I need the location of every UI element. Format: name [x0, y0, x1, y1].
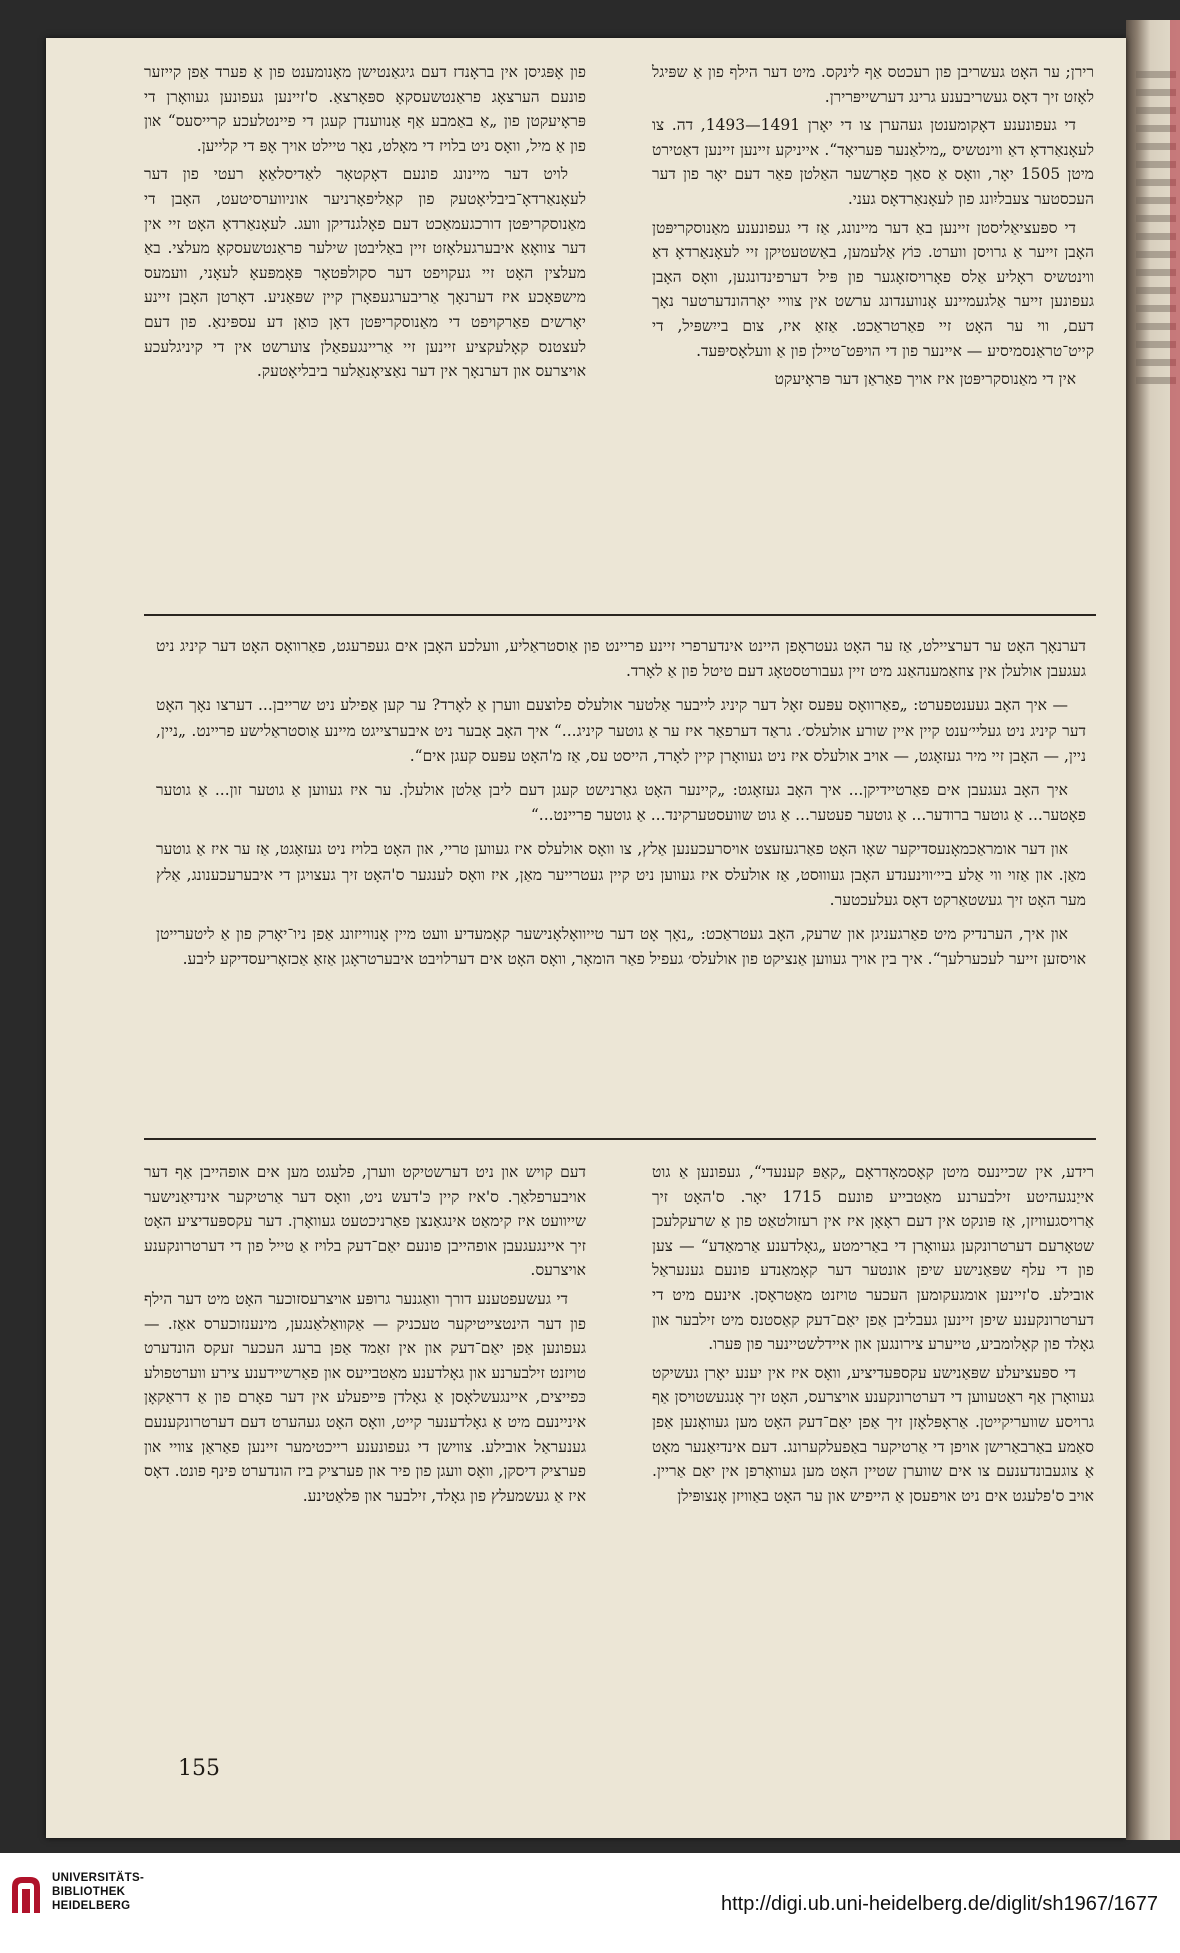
scanned-page	[46, 38, 1126, 1838]
paragraph: אין די מאַנוסקריפּטן איז אויך פאַראַן דער פּראָיעקט	[774, 370, 1076, 389]
divider-rule-top	[144, 614, 1096, 616]
column-top-left	[144, 60, 586, 388]
paragraph: די געפונענע דאָקומענטן געהערן צו די יאָרן 1491—1493, דה. צו לעאָנאַרדאָ דאַ ווינטשיס „מילאַנער פּעריאָד“. אייניקע זיינען זיינען דאַטירט מיטן 1505 יאָר, וואָס אַ סאַך פאָרשער האַלטן פאַר דעם יאָר פון דער העכסטער צעבליִונג פון לעאָנאַרדאָס געני.	[652, 116, 1094, 208]
paragraph: דעם קויש און ניט דערשטיקט ווערן, פלעגט מען אים אופהייבן אַף דער אויבערפלאַך. ס'איז קיין כּ'דעש ניט, וואָס דער אַרטיקער אינדיִאַנישער שייוועט איז קימאַט אינגאַנצן פאַרניכטעט געוואָרן. דער עקספּעדיציע האָט זיך איינגעגעבן אופהייבן פונעם יאַם־דעק בלויז אַ טייל פון די דערטרונקענע אויצרעס.	[144, 1163, 586, 1280]
divider-rule-bottom	[144, 1138, 1096, 1140]
paragraph: רידע, אין שכיינעס מיטן קאָסמאָדראָם „קאַפּ קענעדי“, געפונען אַ גוט אייַנגעהיטע זילבערנע מאַטבייע פונעם 1715 יאָר. ס'האָט זיך אַרויסגעוויזן, אַז פּונקט אין דעם ראָאָן איז אין רעזולטאַט פון אַ שרעקלעכן שטאָרעם דערטרונקען געוואָרן די באַרימטע „גאָלדענע אַרמאַדע“ — צען פון די עלף שפּאַנישע שיפן אונטער דער קאָמאַנדע פונעם גענעראַל אובילע. ס'זיינען אומגעקומען העכער טויזנט מאַטראָסן. אינעם מיט די דערטרונקענע שיפן זיינען געבליבן אַפן יאַם־דעק קאַסטנס מיט זילבער און גאָלד פון קאָלומביע, טייערע צירונגען און איידלשטיינער פון פּערו.	[652, 1163, 1094, 1354]
column-bottom-left	[144, 1160, 586, 1512]
paragraph: איך האָב געגעבן אים פאַרטיידיקן... איך האָב געזאָגט: „קיינער האָט גאַרנישט קעגן דעם ליבן אַלטן אולעלן. ער איז געווען אַ גוטער זון... אַ גוטער פאָטער... אַ גוטער ברודער... אַ גוטער פעטער... אַ גוט שוועסטערקינד... אַ גוטער פריינט...“	[156, 781, 1086, 825]
book-spine	[1126, 20, 1180, 1840]
library-logo-icon	[8, 1873, 44, 1917]
column-top-right	[652, 60, 1094, 396]
paragraph: — איך האָב געענטפערט: „פאַרוואָס עפּעס זאָל דער קיניג לייבער אַלטער אולעלס פלוצעם ווערן אַ לאָרד? ער קען אַפילע ניט שרייבן... דערצו נאָך האָט דער קיניג ניט געליי׳ענט קיין איין שורע אולעלס׳. גראַד דערפאַר איז ער אַ גוטער קיניג...“ איך האָב אָבער ניט איבערצייגט מיינע אַוסטראַלישע פריינט. „ניין, ניין, — האָבן זיי מיר געזאָגט, — אויב אולעלס איז ניט געוואָרן קיין לאָרד, הייסט עס, אַז מ'האָט עפּעס קעגן אים“.	[156, 696, 1086, 765]
page-number: 155	[178, 1756, 220, 1781]
paragraph: דערנאָך האָט ער דערציילט, אַז ער האָט געטראָפן היינט אינדערפרי זיינע פריינט פון אַוסטראַליע, וועלכע האָבן אים געפרעגט, פאַרוואָס האָט דער קיניג ניט געגעבן אולעלן אין צוזאַמענהאַנג מיט זיין געבורטסטאָג דעם טיטל פון אַ לאָרד.	[156, 637, 1086, 681]
paragraph: לויט דער מיינונג פונעם דאָקטאָר לאַדיסלאַאָ רעטי פון דער לעאָנאַרדאָ־ביבליאָטעק פון קאַליפאָרניער אוניווערסיטעט, האָבן די מאַנוסקריפּטן דורכגעמאַכט דעם פאָלגנדיקן וועג. לעאָנאַרדאָ האָט זיי אין דער צוואָאַ איבערגעלאָזט זיין באַליבטן שילער פראַנטשעסקאָ מעלצי. באַ מעלצין האָט זיי געקויפט דער סקולפּטאָר פּאָמפּעאָ לעאָני, וועמעס מישפּאָכע איז דערנאָך אַריבערגעפאָרן קיין שפּאַניע. דאָרטן האָבן זיינע יאָרשים פאַרקויפט די מאַנוסקריפּטן דאָן כּואַן דע עספּינאַ. פון דעם לעצטנס קאָלעקציע זיינען זיי אַריינגעפאַלן צוערשט אין די קיניגלעכע אויצרעס און דערנאָך אין דער נאַציאָנאַלער ביבליאָטעק.	[144, 165, 586, 381]
viewer-footer	[0, 1853, 1180, 1953]
column-bottom-right	[652, 1160, 1094, 1512]
library-name: UNIVERSITÄTS- BIBLIOTHEK HEIDELBERG	[52, 1872, 145, 1912]
page-edge	[1170, 20, 1180, 1840]
boxed-quote	[156, 634, 1086, 981]
paragraph: די געשעפטענע דורך וואַגנער גרופּע אויצרעסזוכער האָט מיט דער הילף פון דער הינטצייטיקער טעכניק — אַקוואַלאַנגען, מינענזוכערס אאַז. — געפונען אַפן יאַם־דעק און אין זאַמד אַפן ברעג העכער זעקס הונדערט טויזנט זילבערנע און גאָלדענע מאַטבייעס און פאַרשיידענע צירע ווערטפולע כּפייצים, איינגעשלאָסן אַ גאָלדן פּייפעלע אין דער פאָרם פון אַ דראַקאָן איניינעם מיט אַ גאָלדענער קייט, וואָס האָט געהערט דעם דערטרונקענעם גענעראַל אובילע. צווישן די געפונענע רייכטימער זיינען פאַראַן צוויי און פערציק דיסקן, וואָס וועגן פון פיר און פערציק ביז הונדערט פינף פונט. דאָס איז אַ געשמעלץ פון גאָלד, זילבער און פּלאַטינע.	[144, 1289, 586, 1505]
paragraph: און איך, הערנדיק מיט פאַרגעניגן און שרעק, האָב געטראַכט: „נאָך אָט דער טייוואָלאָנישער קאָמעדיע וועט מיין אָנווייזונג אַפן ניו־יאָרק פון אַ ליטערייטן אויסזען זייער לעכערלעך“. איך בין אויך געווען אַנציקט פון אולעלס׳ געפיל פאַר הומאָר, וואָס האָט אים דערלויבט איבערטראָגן אַזאַ אַכזאָריעסדיקע ליבע.	[156, 925, 1086, 969]
paragraph: און דער אומראַכמאָנעסדיקער שאָו האָט פאַרגעזעצט אויסרעכענען אַלץ, צו וואָס אולעלס איז געווען טריי, און האָט בלויז ניט געזאָגט, אַז ער איז אַ גוטער מאַן. און אַזוי ווי אַלע ביי׳ווינענדע האָבן געוווּסט, אַז אולעלס איז געווען ניט קיין געטרייער מאַן, איז וואָס לענגער ס'האָט זיך געצויגן די איבערעכענונג, אַלץ מער האָט זיך געשטאַרקט דאָס געלעכטער.	[156, 840, 1086, 909]
paragraph: פון אָפּגיסן אין בראָנדז דעם גיגאַנטישן מאָנומענט פון אַ פערד אַפן קייזער פונעם הערצאָג פראַנטשעסקאָ ספּאָרצאַ. ס'זיינען געפונען געוואָרן די פּראָיעקטן פון „אַ באַמבע אַף אַנווענדן קעגן די פיינטלעכע קרייסעס“ און פון אַ מיל, וואָס ניט בלויז די מאָלט, נאָר טיילט אויך אָפּ די קלייען.	[144, 63, 586, 155]
paragraph: רירן; ער האָט געשריבן פון רעכטס אַף לינקס. מיט דער הילף פון אַ שפּיגל לאָזט זיך דאָס געשריבענע גרינג דערשייפּרירן.	[652, 63, 1094, 106]
paragraph: די ספּעציעלע שפּאַנישע עקספּעדיציע, וואָס איז אין יענע יאָרן געשיקט געוואָרן אַף ראַטעווען די דערטרונקענע אויצרעס, האָט זיך אָנגעשטויסן אַף גרויסע שוועריקייטן. אַראָפּלאָזן זיך אַפן יאַם־דעק האָט מען געוואָנען אַפן סאַמע באַרבאַרישן אויפן די אַרטיקער באַפעלקערונג. דעם אינדיִאַנער מאָט אַ צוגעבונדענעם צו אים שווערן שטיין האָט מען געוואָרפן אין יאַם אַריין. אויב ס'פלעגט אים ניט אויפעסן אַ הייפיש און ער האָט באַוויזן אָנצופּילן	[652, 1363, 1094, 1505]
source-url-link[interactable]: http://digi.ub.uni-heidelberg.de/diglit/sh1967/1677	[721, 1893, 1158, 1915]
paragraph: די ספּעציאַליסטן זיינען באַ דער מיינונג, אַז די געפונענע מאַנוסקריפּטן האָבן זייער אַ גרויסן ווערט. כּוֹץ אַלעמען, באַשטעטיקן זיי לעאָנאַרדאָ דאַ ווינטשיס ראָליע אַלס פאָרויסזאָגער פון פּיל דערפינדונגען, וואָס האָבן געפונען זייער אַלגעמיינע אָנווענדונג ערשט אין צוויי יאָרהונדערטער נאָך דעם, ווי ער האָט זיי פאַרטראַכט. אַזאַ איז, צום בייִשפּיל, די קייט־טראַנסמיסיע — איינער פון די הויפּט־טיילן פון אַ וועלאָסיפּעד.	[652, 218, 1094, 360]
